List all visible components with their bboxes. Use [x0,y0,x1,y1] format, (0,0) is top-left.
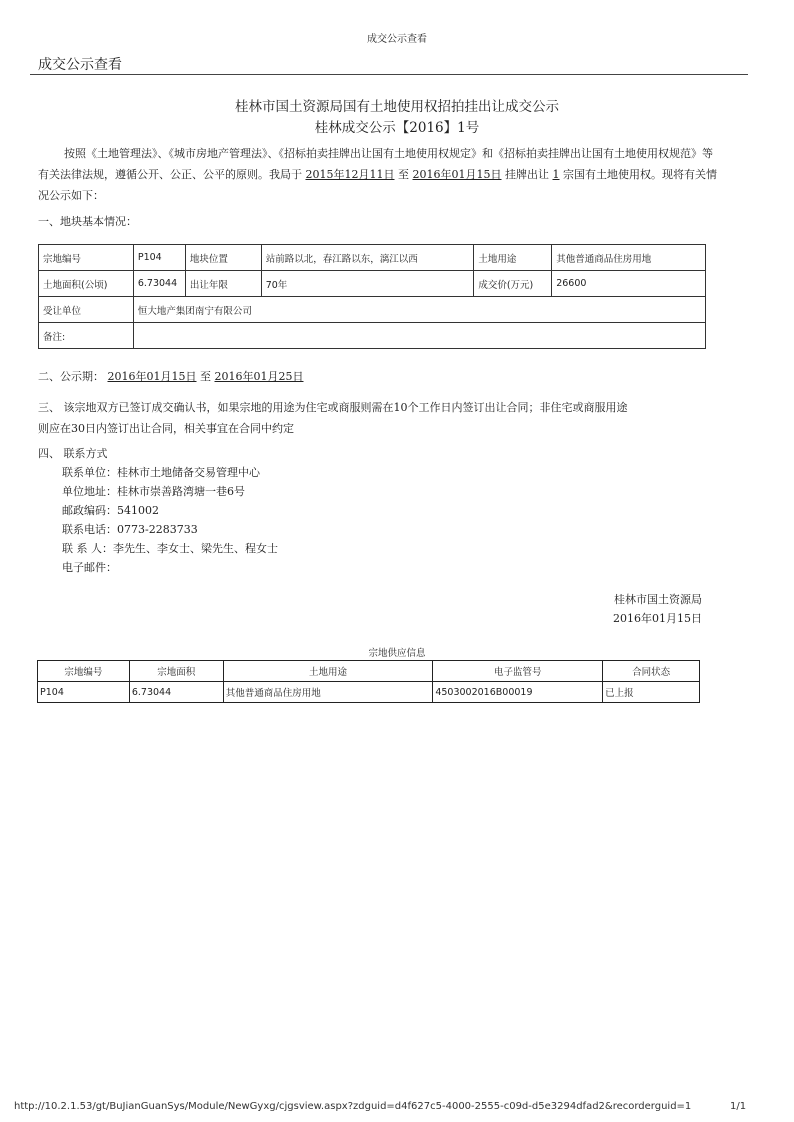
section-publicity-period [38,368,304,384]
contract-terms-line-2: 则应在30日内签订出让合同，相关事宜在合同中约定 [38,422,294,435]
price-label: 成交价(万元) [474,271,552,297]
column-header: 宗地面积 [129,661,223,682]
table-header-row [38,661,700,682]
contact-postcode: 邮政编码：541002 [62,504,159,517]
contact-persons: 联 系 人：李先生、李女士、梁先生、程女士 [62,542,278,555]
page-url: http://10.2.1.53/gt/BuJianGuanSys/Module/NewGyxg/cjgsview.aspx?zdguid=d4f627c5-4000-2555-c09d-d5e3294dfad2&recorderguid=1 [14,1101,692,1112]
contact-phone: 联系电话：0773-2283733 [62,523,198,536]
remark-label: 备注: [39,323,134,349]
price-value: 26600 [552,271,706,297]
term-label: 出让年限 [185,271,261,297]
contract-terms-line-1: 三、 该宗地双方已签订成交确认书，如果宗地的用途为住宅或商服则需在10个工作日内签订出让合同；非住宅或商服用途 [38,401,628,414]
area-label: 土地面积(公顷) [39,271,134,297]
column-header: 宗地编号 [38,661,130,682]
land-use-value: 其他普通商品住房用地 [552,245,706,271]
land-use-label: 土地用途 [474,245,552,271]
table-row [38,682,700,703]
intro-text-1: 按照《土地管理法》、《城市房地产管理法》、《招标拍卖挂牌出让国有土地使用权规定》和《招标拍卖挂牌出让国有土地使用权规范》等有关法律法规，遵循公开、公正、公平的原则。我局于 [38,147,713,181]
signature-block [560,590,702,628]
assignee-label: 受让单位 [39,297,134,323]
assignee-value: 恒大地产集团南宁有限公司 [133,297,705,323]
header-divider [30,74,748,75]
publicity-end-date: 2016年01月25日 [214,370,304,383]
area-value: 6.73044 [133,271,185,297]
table-cell: 4503002016B00019 [433,682,603,703]
listing-end-date: 2016年01月15日 [412,168,502,181]
supply-info-caption: 宗地供应信息 [368,648,426,659]
notice-number: 桂林成交公示【2016】1号 [314,120,480,136]
contact-address: 单位地址：桂林市崇善路湾塘一巷6号 [62,485,245,498]
page-number: 1/1 [730,1101,747,1112]
intro-to: 至 [398,168,409,181]
publicity-label: 二、公示期： [38,370,104,383]
section-contact: 四、 联系方式 [38,447,108,460]
section-contract-terms [38,397,738,439]
browser-page-title: 成交公示查看 [367,34,427,45]
location-label: 地块位置 [185,245,261,271]
issue-date: 2016年01月15日 [613,612,702,625]
issuing-authority: 桂林市国土资源局 [614,593,702,606]
contact-email: 电子邮件： [62,561,117,574]
table-row [39,323,706,349]
column-header: 合同状态 [603,661,700,682]
publicity-start-date: 2016年01月15日 [107,370,197,383]
intro-text-2: 挂牌出让 [505,168,549,181]
location-value: 站前路以北，春江路以东，漓江以西 [261,245,474,271]
publicity-to: 至 [200,370,211,383]
table-row [39,271,706,297]
contact-unit: 联系单位：桂林市土地储备交易管理中心 [62,466,260,479]
remark-value [133,323,705,349]
page-header: 成交公示查看 [38,57,122,73]
notice-title: 桂林市国土资源局国有土地使用权招拍挂出让成交公示 [235,99,559,115]
parcel-no-value: P104 [133,245,185,271]
table-cell: 其他普通商品住房用地 [223,682,433,703]
intro-paragraph [38,143,718,206]
term-value: 70年 [261,271,474,297]
table-row [39,245,706,271]
section-parcel-basic: 一、地块基本情况： [38,215,137,228]
parcel-count: 1 [552,168,560,181]
table-cell: P104 [38,682,130,703]
intro-text-3: 宗国有土地使用权。现将有关情况公示如下： [38,168,717,202]
listing-start-date: 2015年12月11日 [305,168,395,181]
column-header: 土地用途 [223,661,433,682]
column-header: 电子监管号 [433,661,603,682]
parcel-info-table [38,244,706,349]
table-cell: 已上报 [603,682,700,703]
table-cell: 6.73044 [129,682,223,703]
contact-block [62,463,278,577]
table-row [39,297,706,323]
parcel-no-label: 宗地编号 [39,245,134,271]
supply-info-table [37,660,700,703]
